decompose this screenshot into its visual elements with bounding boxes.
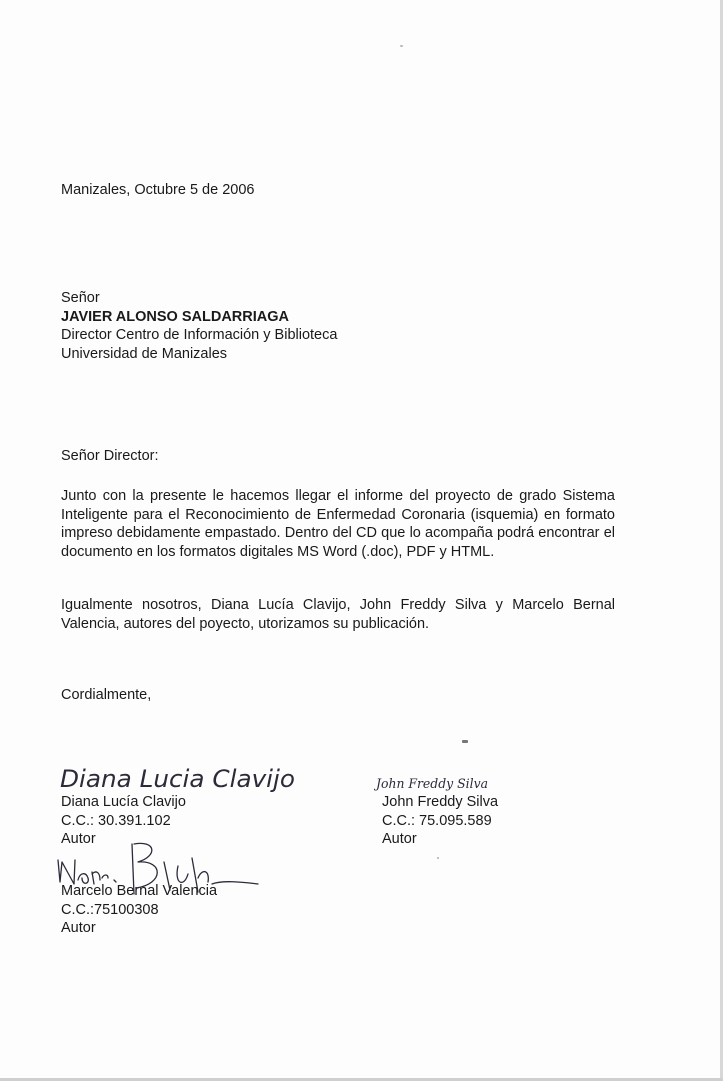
signatory-john: [382, 793, 498, 849]
greeting: Señor Director:: [61, 448, 159, 464]
signatory-role: Autor: [61, 920, 96, 936]
date-line: Manizales, Octubre 5 de 2006: [61, 182, 255, 198]
closing: Cordialmente,: [61, 687, 152, 703]
scan-speck: [462, 740, 468, 743]
signatory-name: John Freddy Silva: [382, 794, 499, 810]
signature-marcelo: [52, 822, 272, 902]
recipient-institution: Universidad de Manizales: [61, 345, 228, 362]
signature-marcelo-strokes: [58, 843, 258, 894]
recipient-block: [61, 289, 337, 363]
signature-john: [373, 772, 496, 794]
body-paragraph-1: Junto con la presente le hacemos llegar el informe del proyecto de grado Sistema Inteligente para el Reconocimiento de Enfermedad Coronaria (isquemia) en formato impreso debidamente empastado. Dentro del CD que lo acompaña podrá encontrar el documento en los formatos digitales MS Word (.doc), PDF y HTML.: [61, 488, 615, 560]
body-paragraph-2: Igualmente nosotros, Diana Lucía Clavijo, John Freddy Silva y Marcelo Bernal Valencia, autores del poyecto, utorizamos su publicación.: [61, 597, 615, 632]
signatory-id: C.C.:75100308: [61, 901, 159, 918]
recipient-name: JAVIER ALONSO SALDARRIAGA: [61, 308, 289, 325]
scan-speck: [400, 45, 403, 47]
signatory-role: Autor: [61, 831, 96, 847]
signatory-id: C.C.: 75.095.589: [382, 812, 492, 829]
recipient-position: Director Centro de Información y Biblioteca: [61, 327, 338, 343]
signatory-name: Diana Lucía Clavijo: [61, 794, 186, 810]
signatory-id: C.C.: 30.391.102: [61, 812, 171, 829]
signature-diana-text: Diana Lucia Clavijo: [60, 765, 295, 793]
recipient-title: Señor: [61, 290, 100, 306]
signatory-role: Autor: [382, 831, 417, 847]
scan-speck: [437, 857, 439, 859]
signatory-name: Marcelo Bernal Valencia: [61, 883, 218, 899]
signature-john-text: John Freddy Silva: [373, 777, 488, 792]
